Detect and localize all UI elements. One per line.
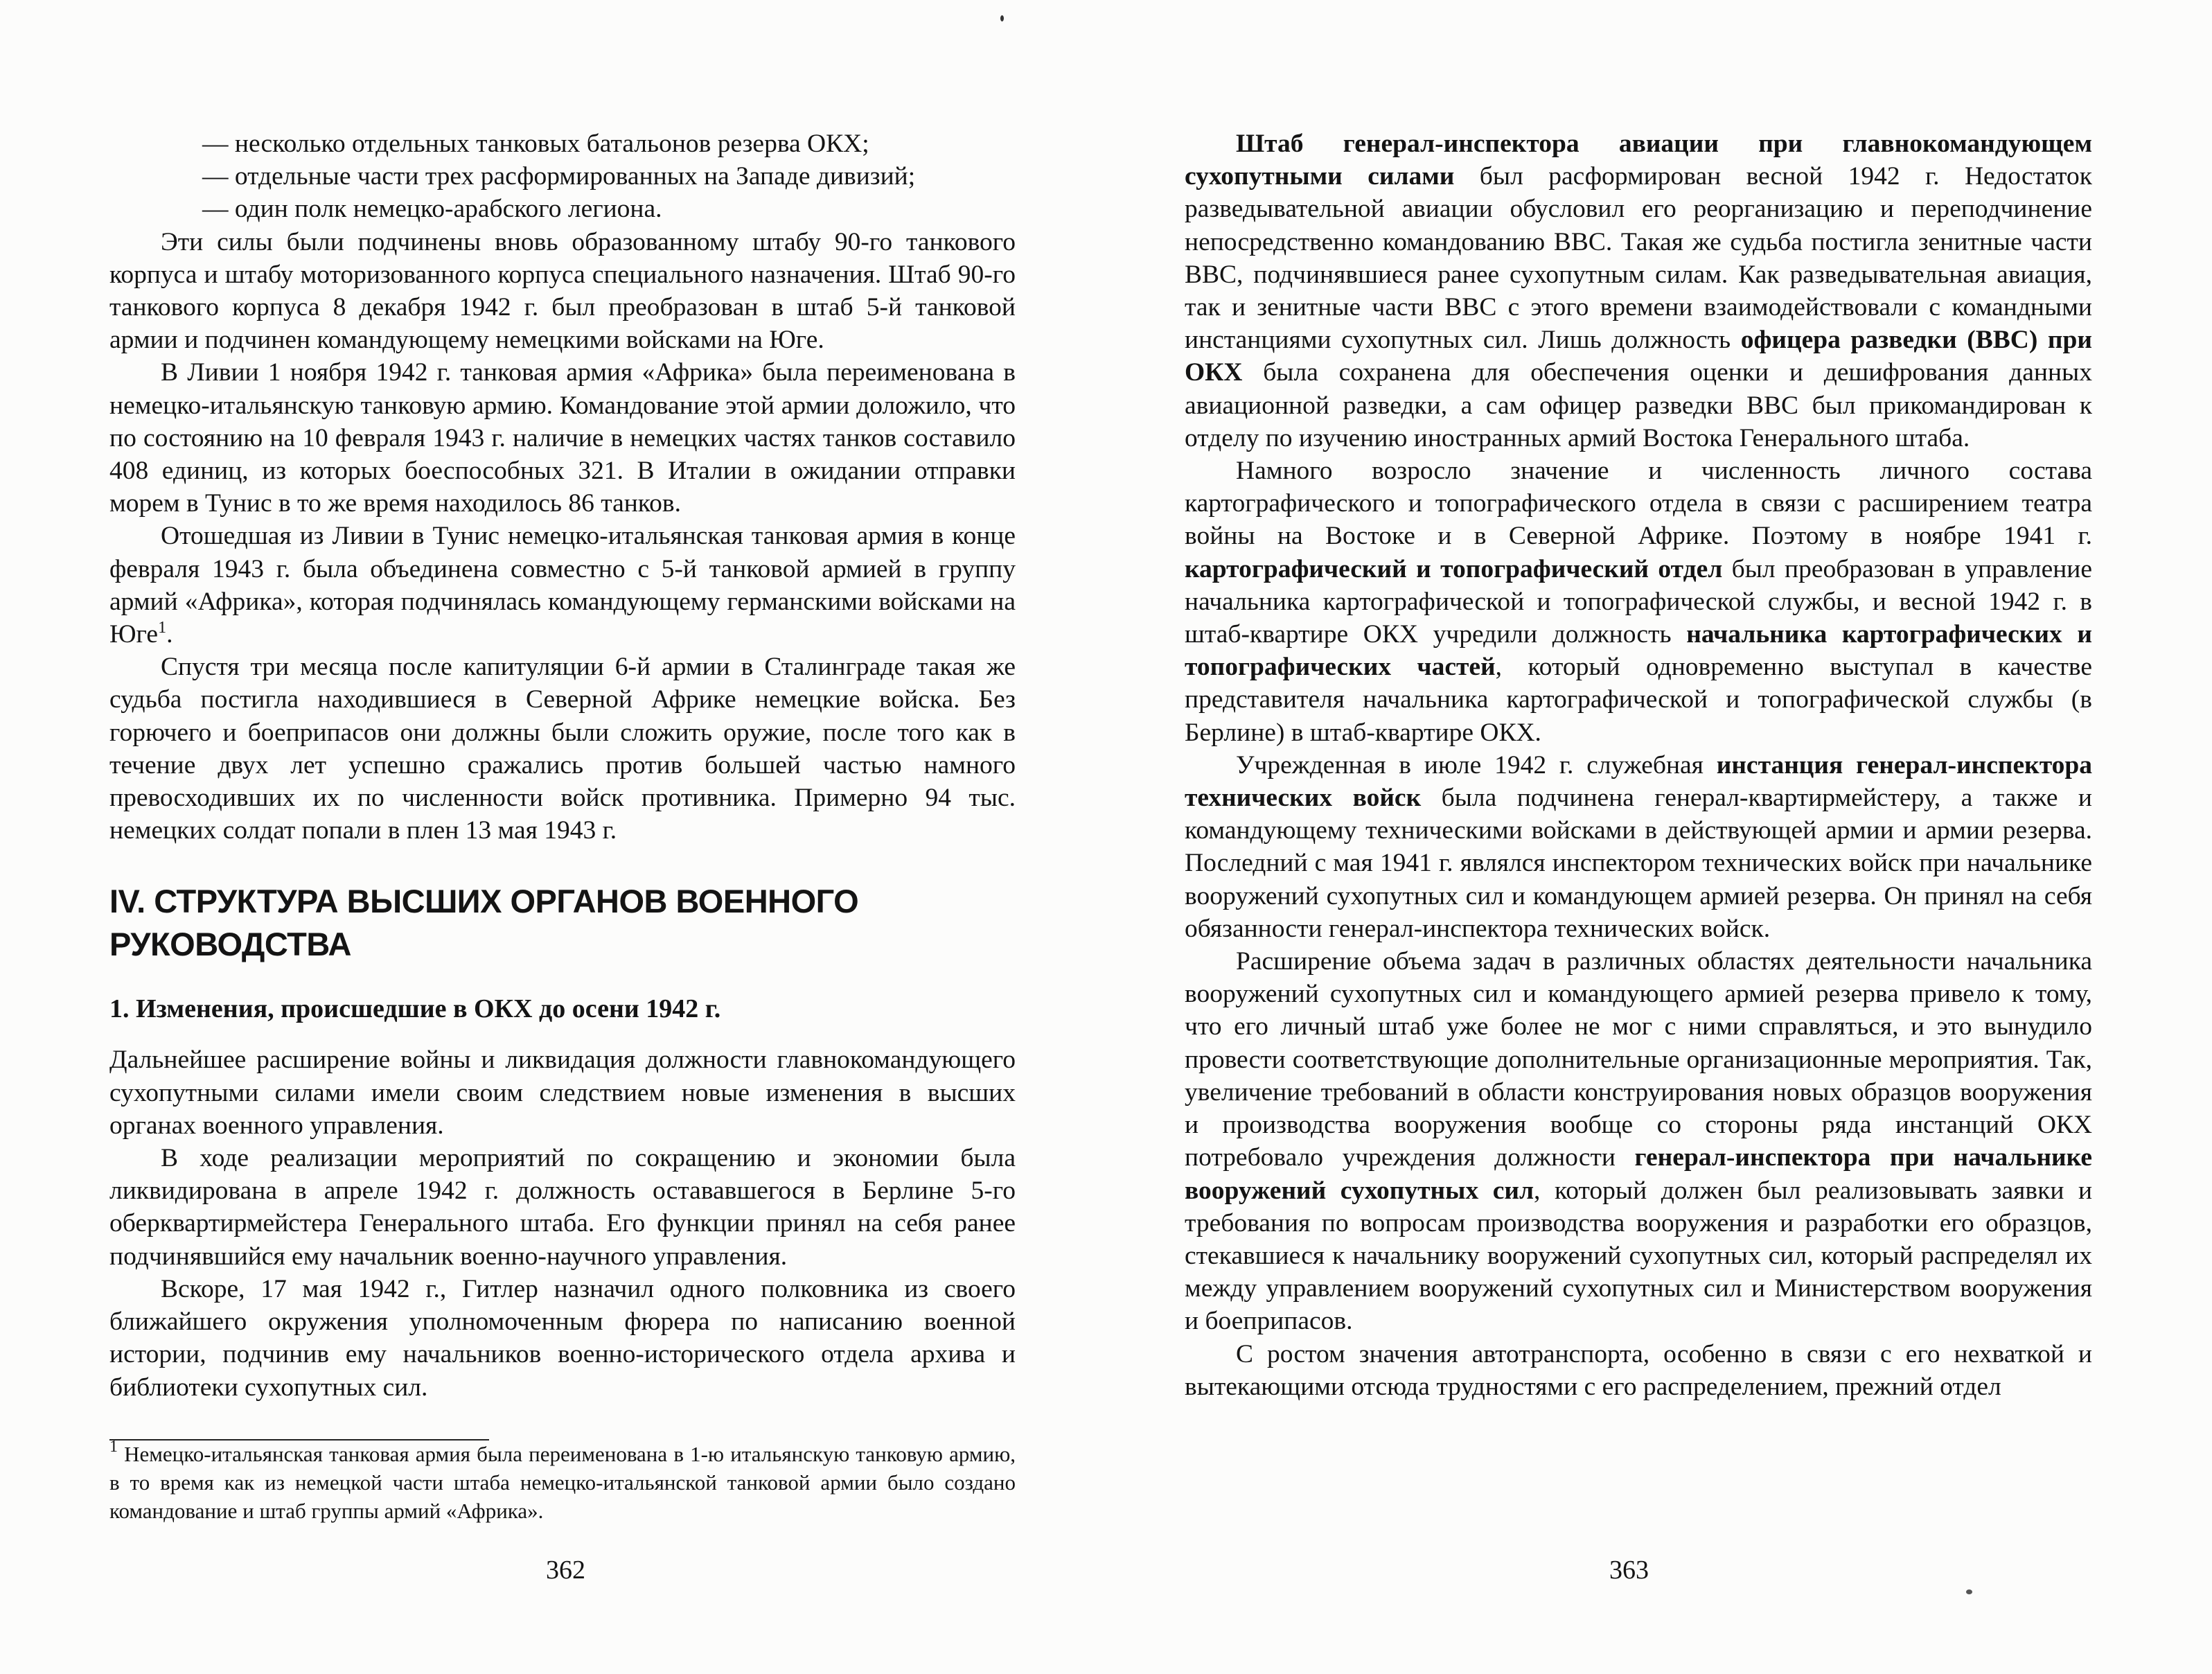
paragraph-text: Учрежденная в июле 1942 г. служебная [1236,750,1717,779]
paragraph-text: , который должен был реализовывать заявки и требования по вопросам производства вооружения и разработки его образцов, стекавшиеся к начальнику вооружений сухопутных сил, который распределял их между управлением вооружений сухопутных сил и Министерством вооружения и боеприпасов. [1185,1176,2093,1336]
right-page [1106,0,2212,1674]
paragraph-text: был расформирован весной 1942 г. Недостаток разведывательной авиации обусловил его реорганизацию и переподчинение непосредственно командованию ВВС. Такая же судьба постигла зенитные части ВВС, подчинявшиеся ранее сухопутным силам. Как разведывательная авиация, так и зенитные части ВВС с этого времени взаимодействовали с командными инстанциями сухопутных сил. Лишь должность [1185,162,2092,355]
page-number: 362 [546,1556,585,1585]
paragraph: В ходе реализации мероприятий по сокращению и экономии была ликвидирована в апреле 1942 г. должность остававшегося в Берлине 5-го оберквартирмейстера Генерального штаба. Его функции принял на себя ранее подчинявшийся ему начальник военно-научного управления. [109,1144,1016,1271]
paragraph [1185,127,2092,455]
right-text-column [1185,127,2092,1403]
footnote-mark: 1 [109,1438,118,1456]
footnote-text: Немецко-итальянская танковая армия была переименована в 1-ю итальянскую танковую армию, в то время как из немецкой части штаба немецко-итальянской танковой армии было создано командование и штаб группы армий «Африка». [109,1442,1016,1523]
footnote [109,1440,1016,1525]
chapter-heading [109,880,1016,966]
page-number: 363 [1609,1556,1649,1585]
paragraph-text: Отошедшая из Ливии в Тунис немецко-итальянская танковая армия в конце февраля 1943 г. была объединена совместно с 5-й танковой армией в группу армий «Африка», которая подчинялась командующему германскими войсками на Юге [109,522,1016,649]
bold-term: начальника картографических и топографических частей [1185,620,2092,682]
paragraph-text: Намного возросло значение и численность личного состава картографического и топографического отдела в связи с расширением театра войны на Востоке и в Северной Африке. Поэтому в ноябре 1941 г. [1185,457,2092,551]
bold-term: Штаб генерал-инспектора авиации при главнокомандующем сухопутными силами [1185,130,2092,191]
paragraph-text: , который одновременно выступал в качестве представителя начальника картографической и топографической службы (в Берлине) в штаб-квартире ОКХ. [1185,653,2092,747]
paragraph: Отошедшая из Ливии в Тунис немецко-итальянская танковая армия в конце февраля 1943 г. была объединена совместно с 5-й танковой армией в группу армий «Африка», которая подчинялась командующему германскими войсками на Юге$^1$. [109,522,1016,649]
footnote-reference: 1 [158,619,167,637]
bold-term: генерал-инспектора при начальнике вооружений сухопутных сил [1185,1143,2092,1205]
section-heading: 1. Изменения, происшедшие в ОКХ до осени 1942 г. [109,994,721,1024]
paragraph: Вскоре, 17 мая 1942 г., Гитлер назначил одного полковника из своего ближайшего окружения уполномоченным фюрера по написанию военной истории, подчинив ему начальников военно-исторического отдела архива и библиотеки сухопутных сил. [109,1274,1016,1402]
paragraph: Спустя три месяца после капитуляции 6-й армии в Сталинграде такая же судьба постигла находившиеся в Северной Африке немецкие войска. Без горючего и боеприпасов они должны были сложить оружие, после того как в течение двух лет успешно сражались против большей частью намного превосходивших их по численности войск противника. Примерно 94 тыс. немецких солдат попали в плен 13 мая 1943 г. [109,653,1016,845]
dash-list-item: — отдельные части трех расформированных на Западе дивизий; [202,162,916,191]
scan-speck [1000,15,1004,21]
paragraph [1185,455,2092,749]
bold-term: инстанция генерал-инспектора технических войск [1185,750,2092,813]
bold-term: картографический и топографический отдел [1185,554,1723,583]
chapter-heading-line: IV. СТРУКТУРА ВЫСШИХ ОРГАНОВ ВОЕННОГО [109,883,859,920]
paragraph-text: была подчинена генерал-квартирмейстеру, а также и командующему техническими войсками в действующей армии и армии резерва. Последний с мая 1941 г. являлся инспектором технических войск при начальнике вооружений сухопутных сил и командующем армией резерва. Он принял на себя обязанности генерал-инспектора технических войск. [1185,784,2092,943]
paragraph-text: был преобразован в управление начальника картографической и топографической службы, и весной 1942 г. в штаб-квартире ОКХ учредили должность [1185,554,2092,649]
paragraph: С ростом значения автотранспорта, особенно в связи с его нехваткой и вытекающими отсюда трудностями с его распределением, прежний отдел [1185,1339,2092,1401]
paragraph: Эти силы были подчинены вновь образованному штабу 90-го танкового корпуса и штабу моторизованного корпуса специального назначения. Штаб 90-го танкового корпуса 8 декабря 1942 г. был преобразован в штаб 5-й танковой армии и подчинен командующему немецкими войсками на Юге. [109,227,1016,355]
bold-term: офицера разведки (ВВС) при ОКХ [1185,326,2092,387]
paragraph [1185,945,2092,1337]
paragraph-text: была сохранена для обеспечения оценки и дешифрования данных авиационной разведки, а сам офицер разведки ВВС был прикомандирован к отделу по изучению иностранных армий Востока Генерального штаба. [1185,358,2092,452]
dash-list-item: — один полк немецко-арабского легиона. [202,195,662,224]
paragraph: Дальнейшее расширение войны и ликвидация должности главнокомандующего сухопутными силами имели своим следствием новые изменения в высших органах военного управления. [109,1046,1016,1140]
paragraph: В Ливии 1 ноября 1942 г. танковая армия «Африка» была переименована в немецко-итальянскую танковую армию. Командование этой армии доложило, что по состоянию на 10 февраля 1943 г. наличие в немецких частях танков составило 408 единиц, из которых боеспособных 321. В Италии в ожидании отправки морем в Тунис в то же время находилось 86 танков. [109,358,1016,518]
paragraph [1185,749,2092,945]
dash-list-item: — несколько отдельных танковых батальонов резерва ОКХ; [202,130,869,158]
chapter-heading-line: РУКОВОДСТВА [109,926,351,963]
scan-speck [1966,1589,1972,1594]
left-text-column [109,127,1016,1404]
paragraph-text: Расширение объема задач в различных областях деятельности начальника вооружений сухопутных сил и командующего армией резерва привело к тому, что его личный штаб уже более не мог с ними справляться, и это вынудило провести соответствующие дополнительные организационные мероприятия. Так, увеличение требований в области конструирования новых образцов вооружения и производства вооружения вообще со стороны ряда инстанций ОКХ потребовало учреждения должности [1185,947,2092,1172]
